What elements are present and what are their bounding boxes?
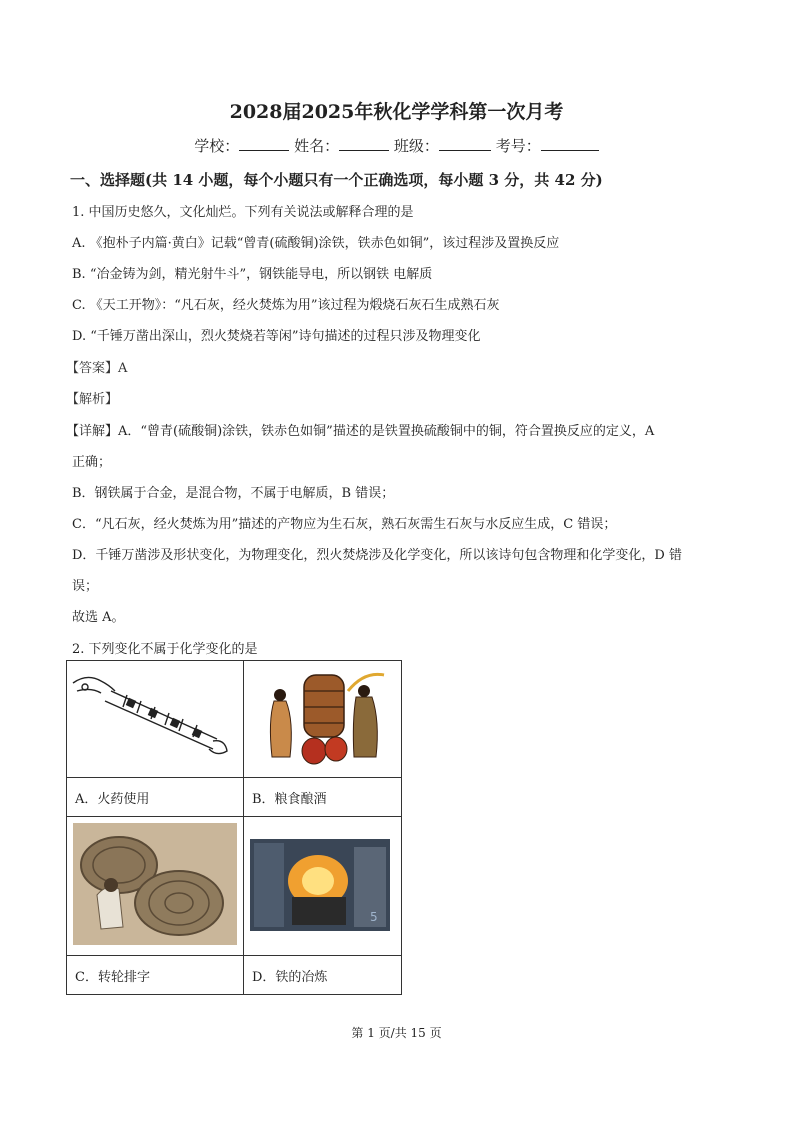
option-d-caption: D．铁的冶炼 — [244, 956, 402, 995]
wine-brewing-image — [244, 661, 402, 778]
q1-answer: 【答案】A — [66, 361, 128, 376]
q1-option-a: A. 《抱朴子内篇·黄白》记载“曾青(硫酸铜)涂铁，铁赤色如铜”，该过程涉及置换反应 — [72, 236, 560, 251]
school-label: 学校： — [194, 137, 240, 155]
q2-stem: 2. 下列变化不属于化学变化的是 — [72, 642, 258, 657]
exam-no-label: 考号： — [495, 137, 541, 155]
q1-detail-c: C．“凡石灰，经火焚炼为用”描述的产物应为生石灰，熟石灰需生石灰与水反应生成，C 错误； — [72, 517, 617, 532]
q1-option-c: C. 《天工开物》：“凡石灰，经火焚炼为用”该过程为煅烧石灰石生成熟石灰 — [72, 298, 500, 313]
iron-smelting-image — [244, 817, 402, 956]
q1-detail-d: D．千锤万凿涉及形状变化，为物理变化，烈火焚烧涉及化学变化，所以该诗句包含物理和化学变化，D 错 — [72, 548, 682, 563]
option-b-caption: B．粮食酿酒 — [244, 778, 402, 817]
q1-analysis-label: 【解析】 — [66, 392, 119, 407]
option-a-caption: A．火药使用 — [67, 778, 244, 817]
q1-detail-a-cont: 正确； — [72, 455, 112, 470]
name-blank[interactable] — [339, 136, 389, 151]
q1-detail-a: 【详解】A．“曾青(硫酸铜)涂铁，铁赤色如铜”描述的是铁置换硫酸铜中的铜，符合置换反应的定义，A — [66, 424, 655, 439]
class-blank[interactable] — [439, 136, 491, 151]
exam-no-blank[interactable] — [541, 136, 599, 151]
name-label: 姓名： — [294, 137, 340, 155]
page-footer: 第 1 页/共 15 页 — [351, 1026, 442, 1040]
firework-rocket-image — [67, 661, 244, 778]
q1-stem: 1. 中国历史悠久，文化灿烂。下列有关说法或解释合理的是 — [72, 205, 414, 220]
option-c-caption: C．转轮排字 — [67, 956, 244, 995]
q1-option-b: B. “冶金铸为剑，精光射牛斗”，钢铁能导电，所以钢铁 电解质 — [72, 267, 433, 282]
q2-options-table — [66, 660, 402, 995]
section-heading: 一、选择题(共 14 小题，每个小题只有一个正确选项，每小题 3 分，共 42 分) — [70, 171, 603, 189]
class-label: 班级： — [393, 137, 439, 155]
school-blank[interactable] — [239, 136, 289, 151]
q1-conclusion: 故选 A。 — [72, 610, 125, 625]
q1-detail-b: B．钢铁属于合金，是混合物，不属于电解质，B 错误； — [72, 486, 395, 501]
movable-type-image — [67, 817, 244, 956]
q1-detail-d-cont: 误； — [72, 579, 99, 594]
svg-text:5: 5 — [370, 910, 378, 924]
student-info-line — [0, 135, 793, 156]
exam-title: 2028届2025年秋化学学科第一次月考 — [229, 101, 564, 123]
q1-option-d: D. “千锤万凿出深山，烈火焚烧若等闲”诗句描述的过程只涉及物理变化 — [72, 329, 481, 344]
